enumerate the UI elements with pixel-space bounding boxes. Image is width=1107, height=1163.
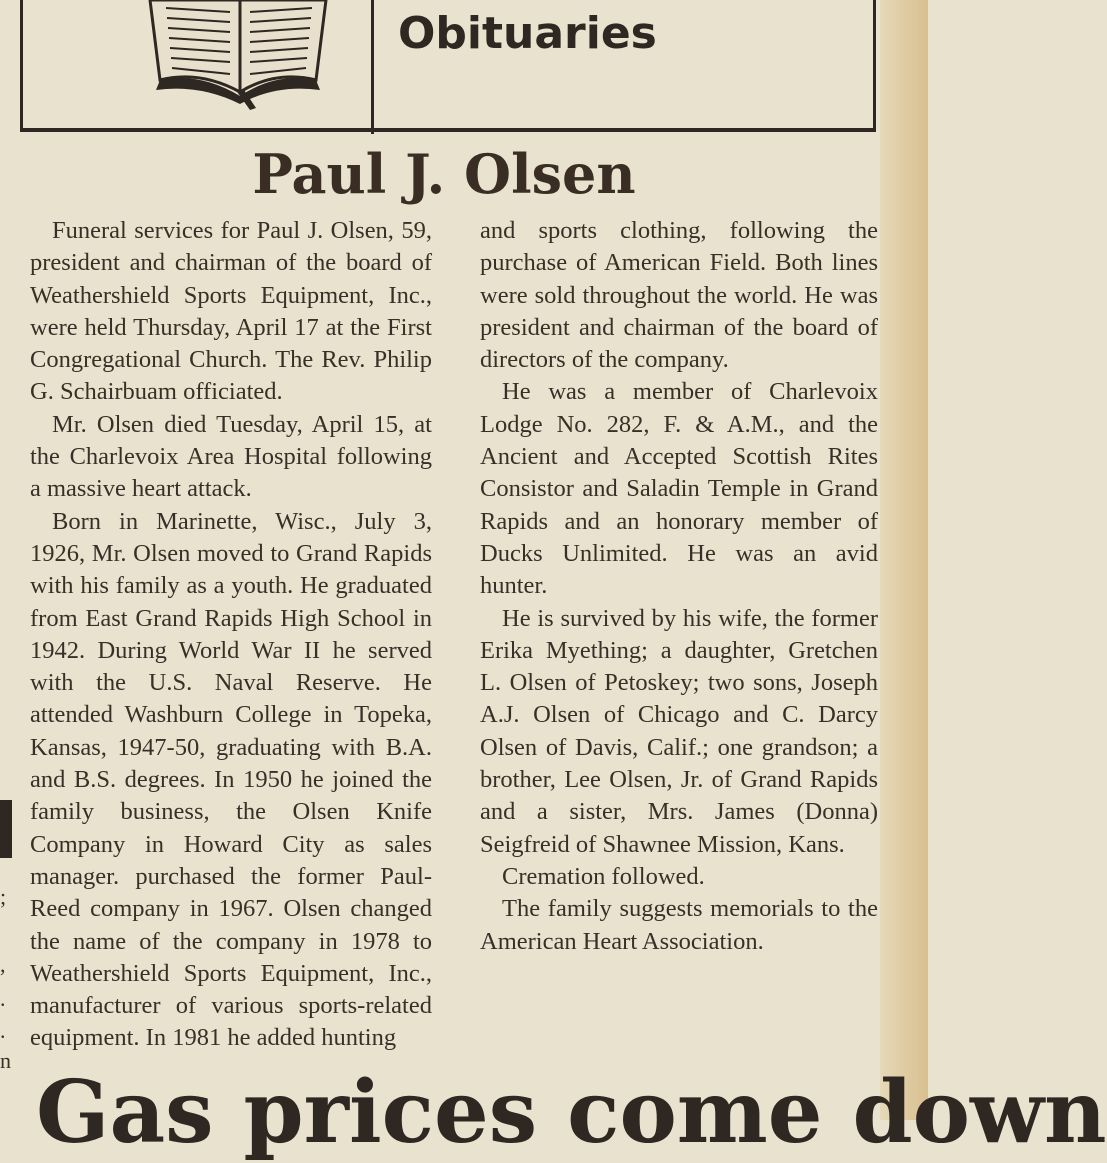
open-book-icon (140, 0, 336, 110)
section-title: Obituaries (398, 8, 657, 59)
paragraph-biography-continued: and sports clothing, following the purchase of American Field. Both lines were sold throughout the world. He was president and chairman of the board of directors of the company. (480, 217, 878, 374)
margin-fragment: . (0, 986, 6, 1011)
margin-fragment: ; (0, 884, 7, 909)
margin-fragment: , (0, 952, 6, 977)
paragraph-cremation: Cremation followed. (502, 862, 705, 890)
paragraph-death: Mr. Olsen died Tuesday, April 15, at the Charlevoix Area Hospital following a massive heart attack. (30, 410, 432, 503)
article-column-right (480, 215, 878, 1075)
paragraph-memorials: The family suggests memorials to the American Heart Association. (480, 895, 878, 955)
header-rule (20, 128, 876, 131)
obituary-headline: Paul J. Olsen (252, 142, 636, 206)
margin-fragment: . (0, 1018, 6, 1043)
article-column-left (30, 215, 432, 1075)
header-divider (371, 0, 374, 134)
paragraph-biography: Born in Marinette, Wisc., July 3, 1926, Mr. Olsen moved to Grand Rapids with his family as a youth. He graduated from East Grand Rapids High School in 1942. During World War II he served with the U.S. Naval Reserve. He attended Washburn College in Topeka, Kansas, 1947-50, graduating with B.A. and B.S. degrees. In 1950 he joined the family business, the Olsen Knife Company in Howard City as sales manager. purchased the former Paul-Reed company in 1967. Olsen changed the name of the company in 1978 to Weathershield Sports Equipment, Inc., manufacturer of various sports-related equipment. In 1981 he added hunting (30, 507, 432, 1052)
paragraph-memberships: He was a member of Charlevoix Lodge No. 282, F. & A.M., and the Ancient and Accepted Scottish Rites Consistor and Saladin Temple in Grand Rapids and an honorary member of Ducks Unlimited. He was an avid hunter. (480, 378, 878, 600)
paragraph-services: Funeral services for Paul J. Olsen, 59, president and chairman of the board of Weathershield Sports Equipment, Inc., were held Thursday, April 17 at the First Congregational Church. The Rev. Philip G. Schairbuam officiated. (30, 217, 432, 406)
next-article-headline: Gas prices come down (36, 1062, 1107, 1163)
margin-fragment: n (0, 1048, 11, 1073)
paragraph-survivors: He is survived by his wife, the former Erika Myething; a daughter, Gretchen L. Olsen of Petoskey; two sons, Joseph A.J. Olsen of Chicago and C. Darcy Olsen of Davis, Calif.; one grandson; a brother, Lee Olsen, Jr. of Grand Rapids and a sister, Mrs. James (Donna) Seigfreid of Shawnee Mission, Kans. (480, 604, 878, 858)
adjacent-column-fragment (0, 800, 12, 858)
